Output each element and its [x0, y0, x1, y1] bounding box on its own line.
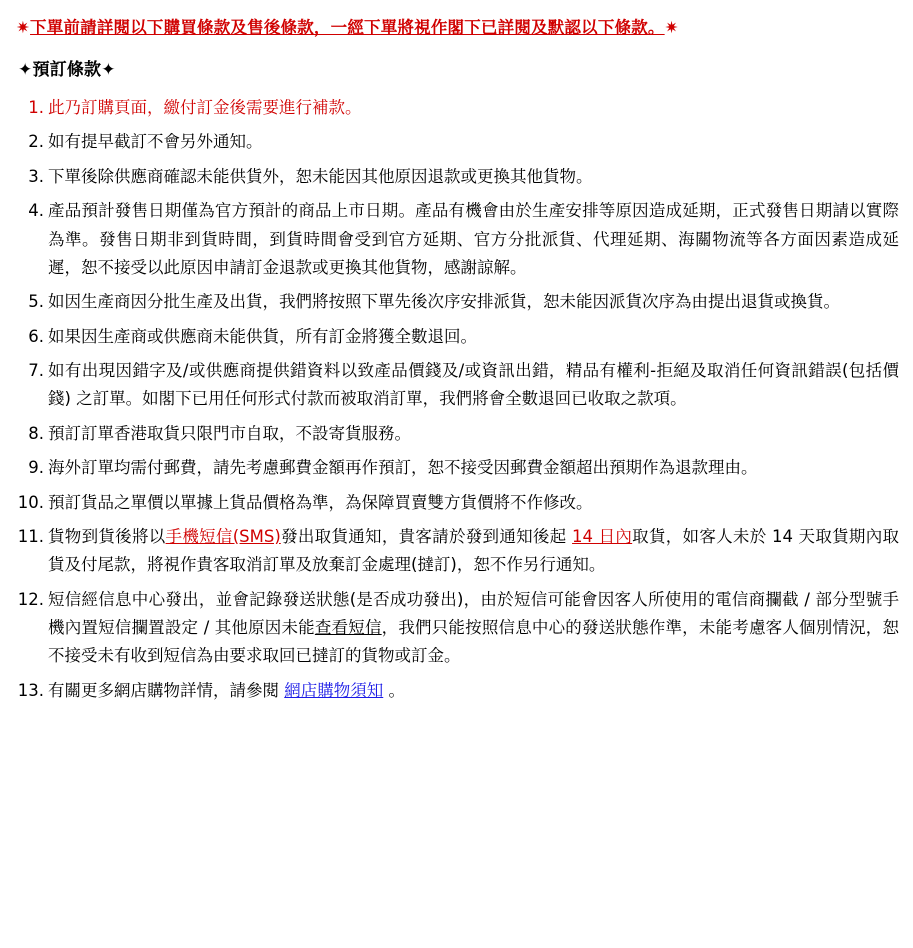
star-left-icon: ✷ — [16, 18, 31, 37]
term-number: 8. — [28, 423, 44, 443]
top-notice — [16, 16, 899, 39]
term-text: 貨物到貨後將以 — [48, 526, 166, 546]
term-number: 3. — [28, 166, 44, 186]
term-text: 取貨，如客人未於 14 天取貨期內取貨及付尾款，將視作貴客取消訂單及放棄訂金處理(撻訂)，恕不作另行通知。 — [48, 526, 900, 575]
term-number: 5. — [28, 292, 44, 312]
term-item — [14, 197, 899, 282]
term-text: ，我們只能按照信息中心的發送狀態作準，未能考慮客人個別情況，恕不接受未有收到短信為由要求取回已撻訂的貨物或訂金。 — [48, 618, 900, 666]
term-number: 9. — [28, 458, 44, 478]
term-number: 10. — [17, 492, 44, 512]
term-text: 此乃訂購頁面，繳付訂金後需要進行補款。 — [48, 98, 362, 118]
term-item — [14, 94, 899, 122]
term-item — [14, 677, 899, 705]
term-number: 7. — [28, 361, 44, 381]
term-number: 12. — [17, 589, 44, 609]
term-number: 6. — [28, 326, 44, 346]
term-text: 如有提早截訂不會另外通知。 — [48, 132, 263, 152]
shopping-guide-link[interactable]: 網店購物須知 — [284, 680, 384, 700]
term-text: 。 — [383, 680, 405, 700]
emphasis-underline: 查看短信 — [314, 618, 382, 638]
term-item — [14, 454, 899, 482]
term-number: 4. — [28, 201, 44, 221]
emphasis-red-underline: 14 日內 — [572, 526, 633, 546]
term-text: 有關更多網店購物詳情，請參閱 — [48, 680, 285, 700]
term-item — [14, 586, 899, 671]
term-number: 13. — [17, 680, 44, 700]
term-item — [14, 323, 899, 351]
term-number: 1. — [28, 98, 44, 118]
term-text: 發出取貨通知，貴客請於發到通知後起 — [280, 526, 573, 546]
star-right-icon: ✷ — [664, 18, 679, 37]
term-text: 短信經信息中心發出，並會記錄發送狀態(是否成功發出)，由於短信可能會因客人所使用的電信商攔截 / 部分型號手機內置短信攔置設定 / 其他原因未能 — [48, 589, 899, 638]
term-item — [14, 163, 899, 191]
term-text: 預訂訂單香港取貨只限門市自取，不設寄貨服務。 — [48, 423, 411, 443]
top-notice-text: 下單前請詳閱以下購買條款及售後條款，一經下單將視作閣下已詳閱及默認以下條款。 — [30, 18, 665, 37]
term-item — [14, 357, 899, 414]
term-text: 預訂貨品之單價以單據上貨品價格為準，為保障買賣雙方貨價將不作修改。 — [48, 492, 593, 512]
term-number: 11. — [17, 526, 44, 546]
term-text: 如有出現因錯字及/或供應商提供錯資料以致產品價錢及/或資訊出錯，精品有權利-拒絕及取消任何資訊錯誤(包括價錢) 之訂單。如閣下已用任何形式付款而被取消訂單，我們將會全數退回已收取之款項。 — [48, 361, 899, 409]
emphasis-red-underline: 手機短信(SMS) — [165, 526, 281, 546]
term-item — [14, 288, 899, 316]
term-text: 產品預計發售日期僅為官方預計的商品上市日期。產品有機會由於生產安排等原因造成延期，正式發售日期請以實際為準。發售日期非到貨時間，到貨時間會受到官方延期、官方分批派貨、代理延期、海關物流等各方面因素造成延遲，恕不接受以此原因申請訂金退款或更換其他貨物，感謝諒解。 — [48, 201, 899, 277]
term-text: 如因生產商因分批生產及出貨，我們將按照下單先後次序安排派貨，恕未能因派貨次序為由提出退貨或換貨。 — [48, 292, 840, 312]
term-item — [14, 128, 899, 156]
term-text: 海外訂單均需付郵費，請先考慮郵費金額再作預訂，恕不接受因郵費金額超出預期作為退款理由。 — [48, 458, 758, 478]
terms-list — [14, 94, 899, 705]
term-text: 下單後除供應商確認未能供貨外，恕未能因其他原因退款或更換其他貨物。 — [48, 166, 593, 186]
term-item — [14, 523, 899, 580]
section-title: ✦預訂條款✦ — [18, 60, 116, 81]
term-number: 2. — [28, 132, 44, 152]
term-text: 如果因生產商或供應商未能供貨，所有訂金將獲全數退回。 — [48, 326, 477, 346]
term-item — [14, 420, 899, 448]
term-item — [14, 489, 899, 517]
